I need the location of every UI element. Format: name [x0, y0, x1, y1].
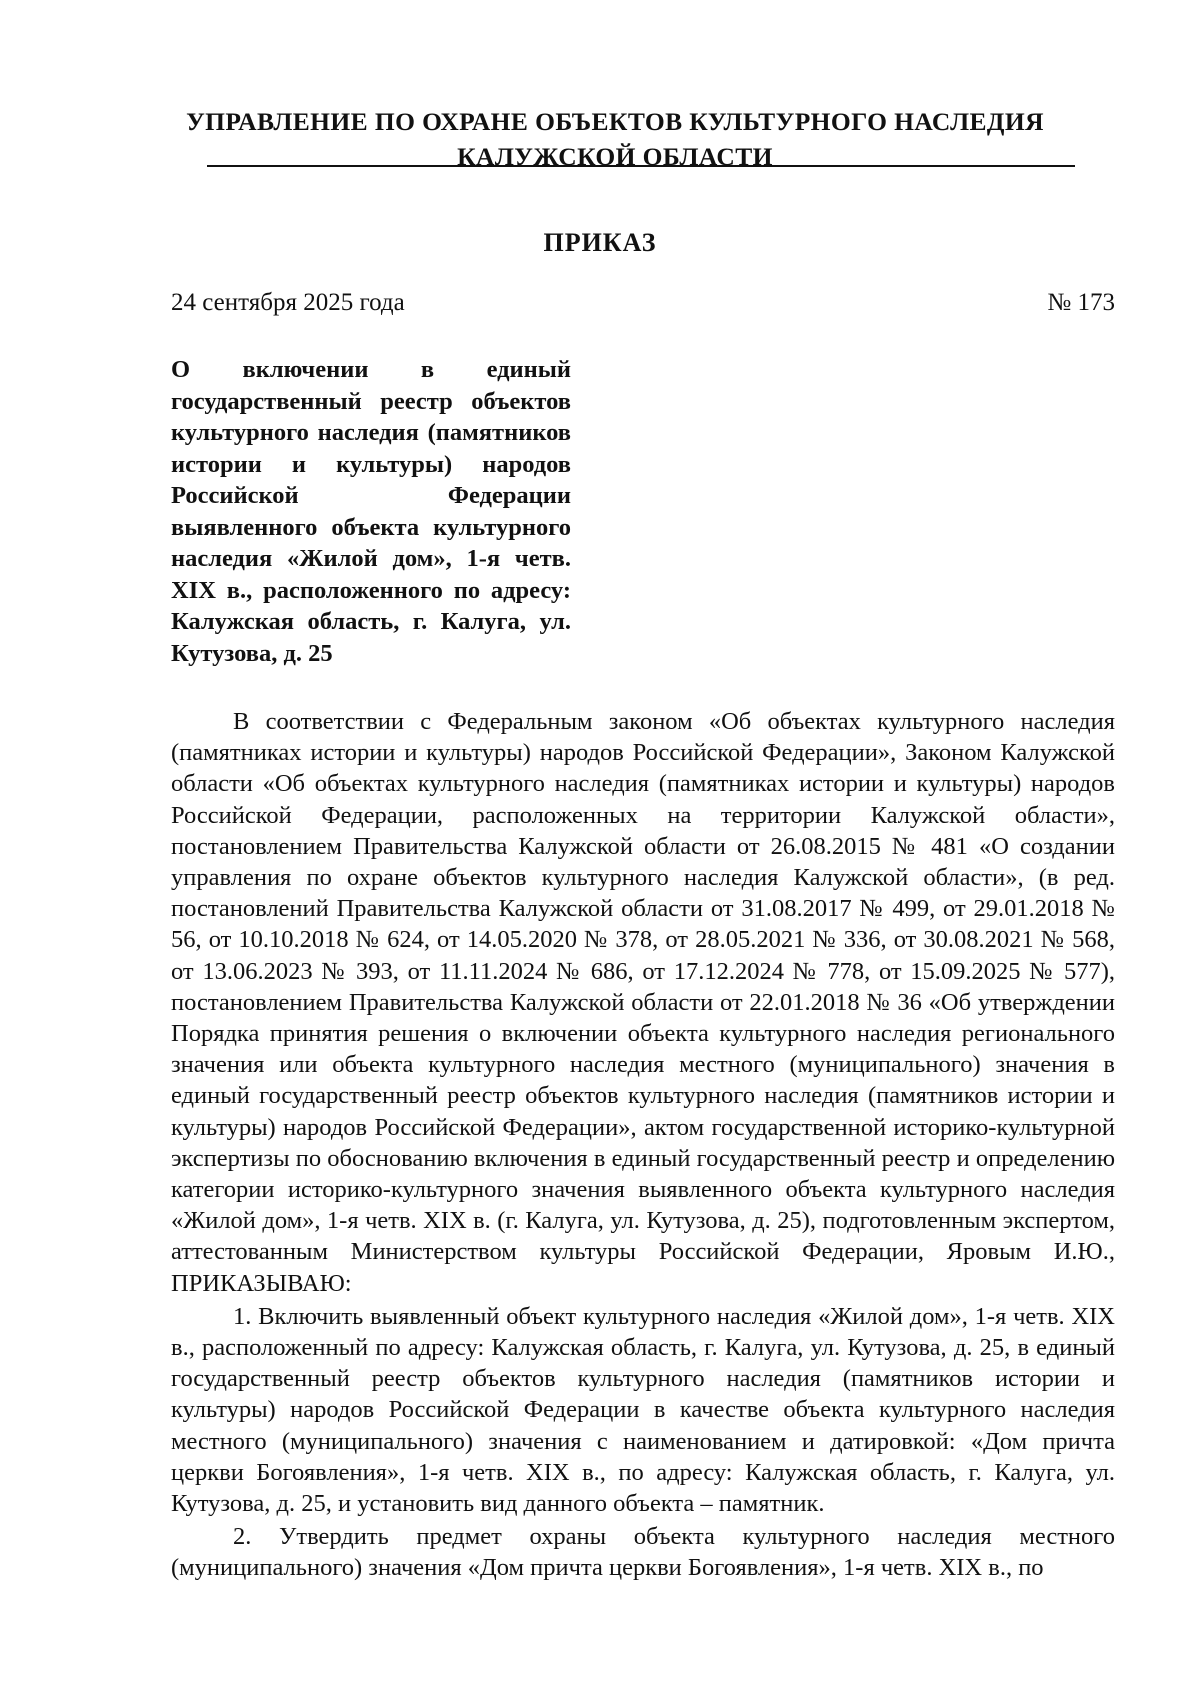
document-type-title: ПРИКАЗ	[543, 228, 657, 257]
order-item-1: 1. Включить выявленный объект культурного наследия «Жилой дом», 1-я четв. XIX в., расположенный по адресу: Калужская область, г. Калуга, ул. Кутузова, д. 25, в единый государственный реестр объектов культурного наследия (памятников истории и культуры) народов Российской Федерации в качестве объекта культурного наследия местного (муниципального) значения с наименованием и датировкой: «Дом причта церкви Богоявления», 1-я четв. XIX в., по адресу: Калужская область, г. Калуга, ул. Кутузова, д. 25, и установить вид данного объекта – памятник.	[171, 1302, 1115, 1518]
preamble-paragraph: В соответствии с Федеральным законом «Об объектах культурного наследия (памятниках истории и культуры) народов Российской Федерации», Законом Калужской области «Об объектах культурного наследия (памятниках истории и культуры) народов Российской Федерации, расположенных на территории Калужской области», постановлением Правительства Калужской области от 26.08.2015 № 481 «О создании управления по охране объектов культурного наследия Калужской области», (в ред. постановлений Правительства Калужской области от 31.08.2017 № 499, от 29.01.2018 № 56, от 10.10.2018 № 624, от 14.05.2020 № 378, от 28.05.2021 № 336, от 30.08.2021 № 568, от 13.06.2023 № 393, от 11.11.2024 № 686, от 17.12.2024 № 778, от 15.09.2025 № 577), постановлением Правительства Калужской области от 22.01.2018 № 36 «Об утверждении Порядка принятия решения о включении объекта культурного наследия регионального значения или объекта культурного наследия местного (муниципального) значения в единый государственный реестр объектов культурного наследия (памятников истории и культуры) народов Российской Федерации», актом государственной историко-культурной экспертизы по обоснованию включения в единый государственный реестр и определению категории историко-культурного значения выявленного объекта культурного наследия «Жилой дом», 1-я четв. XIX в. (г. Калуга, ул. Кутузова, д. 25), подготовленным экспертом, аттестованным Министерством культуры Российской Федерации, Яровым И.Ю., ПРИКАЗЫВАЮ:	[171, 708, 1115, 1297]
order-number: № 173	[1047, 289, 1115, 316]
order-body	[171, 706, 1115, 1584]
order-item-2: 2. Утвердить предмет охраны объекта культурного наследия местного (муниципального) значения «Дом причта церкви Богоявления», 1-я четв. XIX в., по	[171, 1523, 1115, 1582]
authority-name-line-1: УПРАВЛЕНИЕ ПО ОХРАНЕ ОБЪЕКТОВ КУЛЬТУРНОГО НАСЛЕДИЯ	[186, 107, 1044, 136]
order-subject: О включении в единый государственный реестр объектов культурного наследия (памятников истории и культуры) народов Российской Федерации выявленного объекта культурного наследия «Жилой дом», 1-я четв. XIX в., расположенного по адресу: Калужская область, г. Калуга, ул. Кутузова, д. 25	[171, 356, 571, 667]
header-underline	[207, 165, 1075, 167]
order-date: 24 сентября 2025 года	[171, 289, 405, 316]
authority-name-line-2: КАЛУЖСКОЙ ОБЛАСТИ	[457, 142, 773, 171]
issuing-authority-header	[150, 104, 1080, 174]
